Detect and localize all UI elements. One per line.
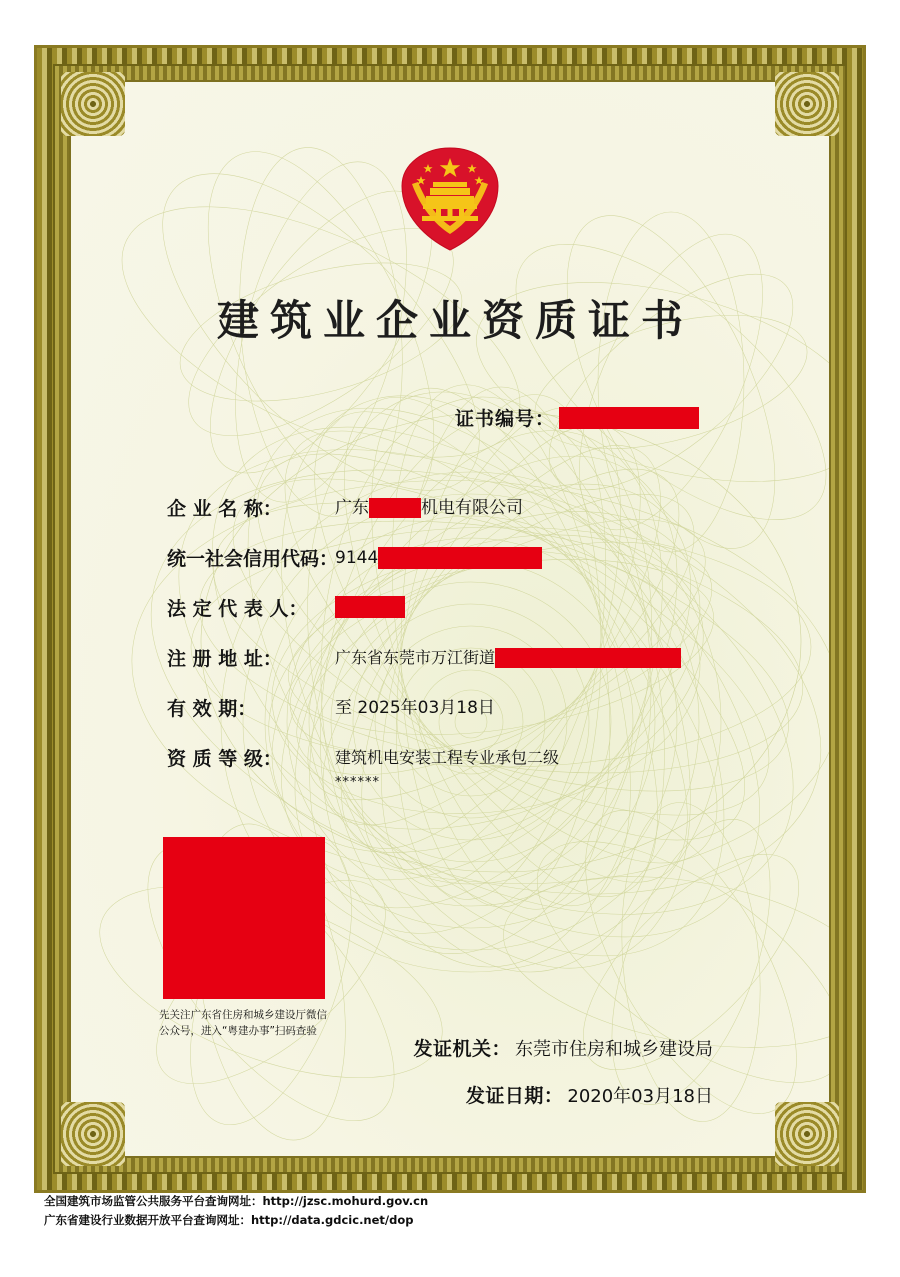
field-qualification-grade: [167, 744, 827, 795]
qr-code-placeholder[interactable]: [163, 837, 325, 999]
certificate-number-label: 证书编号：: [454, 408, 555, 430]
field-value: [335, 694, 495, 720]
field-value: [335, 744, 559, 795]
qr-code-caption: [159, 1007, 339, 1039]
field-value-prefix: 9144: [335, 548, 379, 568]
issuing-authority-label: 发证机关：: [413, 1038, 511, 1060]
field-redaction: [495, 648, 681, 668]
field-label: 法 定 代 表 人：: [167, 598, 308, 620]
field-registered-address: [167, 644, 827, 671]
certificate-content: [71, 82, 829, 1156]
issuing-authority-value: 东莞市住房和城乡建设局: [515, 1039, 713, 1060]
field-label: 资 质 等 级：: [167, 748, 282, 770]
footer-urls: [44, 1192, 744, 1230]
issue-date-label: 发证日期：: [465, 1085, 564, 1107]
field-value-stars: ******: [335, 775, 380, 790]
field-label: 企 业 名 称：: [167, 498, 282, 520]
qr-caption-line-1: 先关注广东省住房和城乡建设厅微信: [159, 1009, 327, 1021]
corner-ornament-top-left: [61, 72, 125, 136]
issuer-block: [413, 1034, 713, 1128]
footer-url-guangdong[interactable]: 广东省建设行业数据开放平台查询网址：http://data.gdcic.net/dop: [44, 1213, 414, 1227]
field-redaction: [335, 596, 405, 618]
corner-ornament-bottom-right: [775, 1102, 839, 1166]
field-redaction: [378, 547, 542, 569]
field-valid-until: [167, 694, 827, 721]
page-title: 建筑业企业资质证书: [216, 296, 694, 345]
field-value-prefix: 广东省东莞市万江街道: [335, 648, 496, 667]
field-redaction: [369, 498, 421, 518]
field-value-prefix: 广东: [335, 498, 369, 518]
field-enterprise-name: [167, 494, 827, 521]
corner-ornament-top-right: [775, 72, 839, 136]
certificate-inner-border: [69, 80, 831, 1158]
field-value: [335, 544, 542, 570]
footer-url-national[interactable]: 全国建筑市场监管公共服务平台查询网址：http://jzsc.mohurd.gov.cn: [44, 1194, 429, 1208]
field-value-prefix: 至 2025年03月18日: [335, 698, 495, 718]
field-label: 统一社会信用代码：: [167, 548, 339, 570]
issuing-authority-row: [413, 1034, 713, 1061]
corner-ornament-bottom-left: [61, 1102, 125, 1166]
issue-date-value: 2020年03月18日: [567, 1086, 713, 1107]
field-label: 有 效 期：: [167, 698, 257, 720]
certificate-middle-border: [53, 64, 847, 1174]
field-legal-representative: [167, 594, 827, 621]
field-value: [335, 644, 681, 670]
field-value-suffix: 机电有限公司: [421, 498, 523, 518]
field-value: [335, 494, 523, 520]
field-value-prefix: 建筑机电安装工程专业承包二级: [335, 748, 560, 767]
issue-date-row: [413, 1081, 713, 1108]
qr-caption-line-2: 公众号，进入“粤建办事”扫码查验: [159, 1025, 317, 1037]
field-unified-social-credit-code: [167, 544, 827, 571]
certificate-number-redaction: [559, 407, 699, 429]
field-value: [335, 594, 405, 618]
field-label: 注 册 地 址：: [167, 648, 282, 670]
national-emblem-icon: [390, 144, 510, 256]
certificate-number-row: [455, 404, 699, 431]
certificate-outer-border: [34, 45, 866, 1193]
field-list: [167, 494, 827, 818]
